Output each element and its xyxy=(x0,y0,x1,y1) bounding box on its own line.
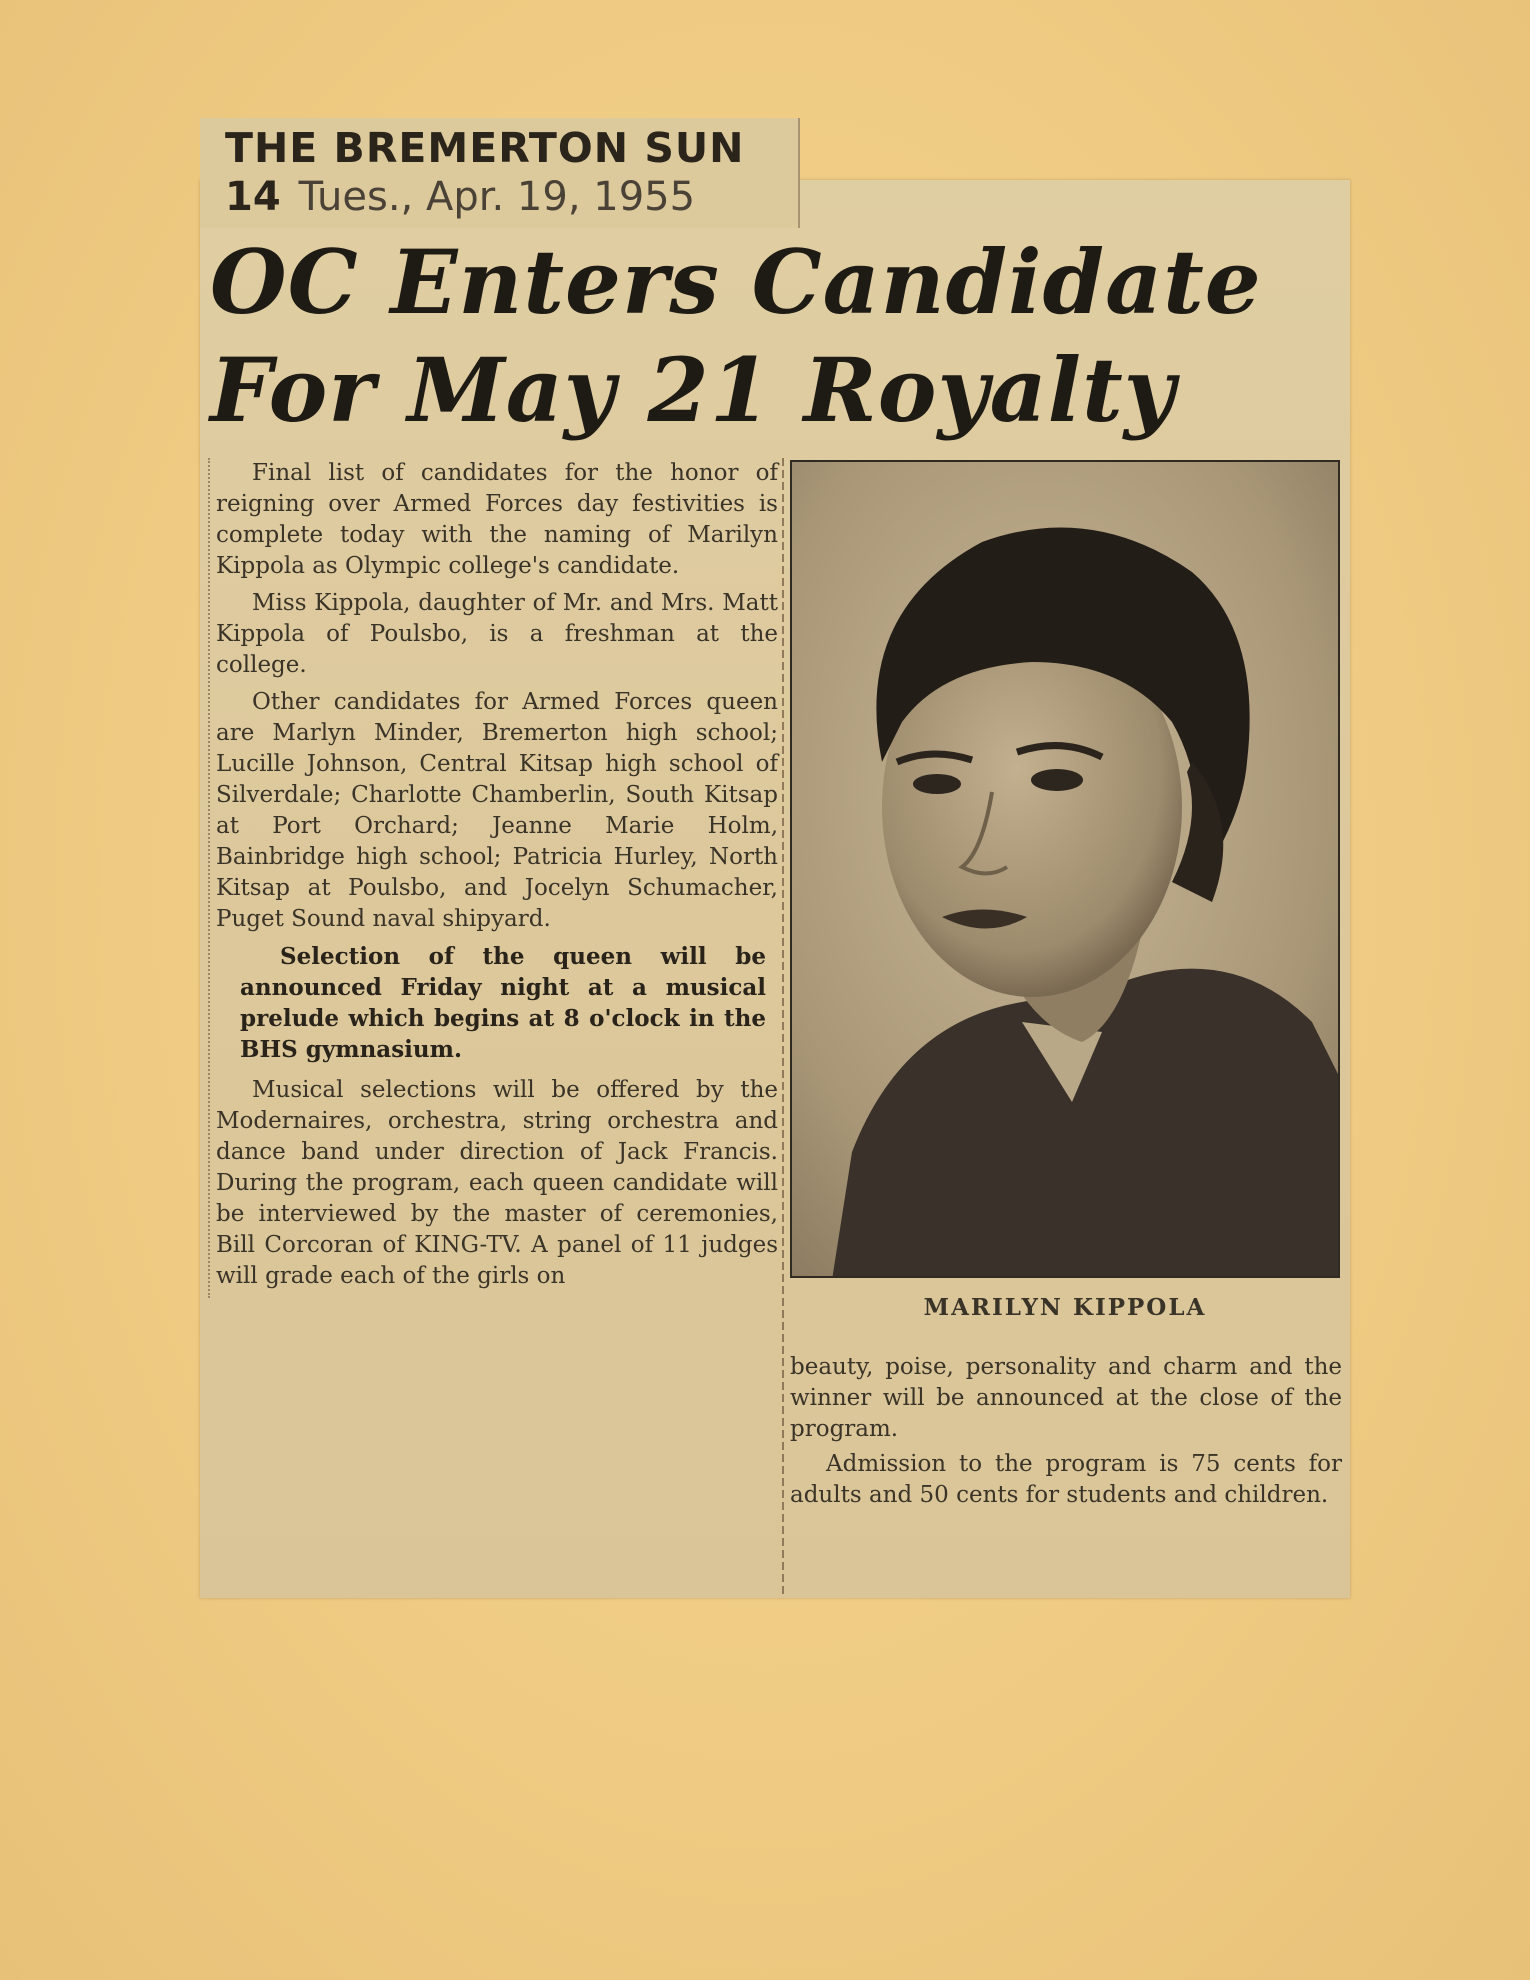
newspaper-clipping xyxy=(200,118,1350,1598)
paragraph-5: Musical selections will be offered by the Modernaires, orchestra, string orchestra and dance band under direction of Jack Francis. During the program, each queen candidate will be interviewed by the master of ceremonies, Bill Corcoran of KING-TV. A panel of 11 judges will grade each of the girls on xyxy=(216,1077,778,1289)
article-right-column xyxy=(790,1352,1342,1515)
paragraph-1: Final list of candidates for the honor of reigning over Armed Forces day festivities is complete today with the naming of Marilyn Kippola as Olympic college's candidate. xyxy=(216,460,778,579)
paragraph-4-bold: Selection of the queen will be announced Friday night at a musical prelude which begins at 8 o'clock in the BHS gymnasium. xyxy=(240,943,766,1063)
page-number: 14 xyxy=(225,174,281,220)
portrait-illustration xyxy=(792,462,1340,1278)
article-left-column xyxy=(208,458,778,1298)
paragraph-2: Miss Kippola, daughter of Mr. and Mrs. Matt Kippola of Poulsbo, is a freshman at the college. xyxy=(216,590,778,678)
headline-line-1: OC Enters Candidate xyxy=(210,230,1262,334)
headline xyxy=(210,228,1340,444)
publication-date: Tues., Apr. 19, 1955 xyxy=(298,174,696,220)
dateline xyxy=(225,172,798,222)
photo-caption: MARILYN KIPPOLA xyxy=(923,1294,1207,1321)
portrait-photo xyxy=(790,460,1340,1278)
paragraph-6: beauty, poise, personality and charm and the winner will be announced at the close of the program. xyxy=(790,1354,1342,1442)
column-divider xyxy=(782,458,784,1598)
paragraph-3: Other candidates for Armed Forces queen are Marlyn Minder, Bremerton high school; Lucille Johnson, Central Kitsap high school of Silverdale; Charlotte Chamberlin, South Kitsap at Port Orchard; Jeanne Marie Holm, Bainbridge high school; Patricia Hurley, North Kitsap at Poulsbo, and Jocelyn Schumacher, Puget Sound naval shipyard. xyxy=(216,689,778,932)
masthead xyxy=(200,118,800,228)
headline-line-2: For May 21 Royalty xyxy=(210,338,1176,442)
newspaper-name: THE BREMERTON SUN xyxy=(225,124,745,172)
paragraph-7: Admission to the program is 75 cents for adults and 50 cents for students and children. xyxy=(790,1451,1342,1508)
